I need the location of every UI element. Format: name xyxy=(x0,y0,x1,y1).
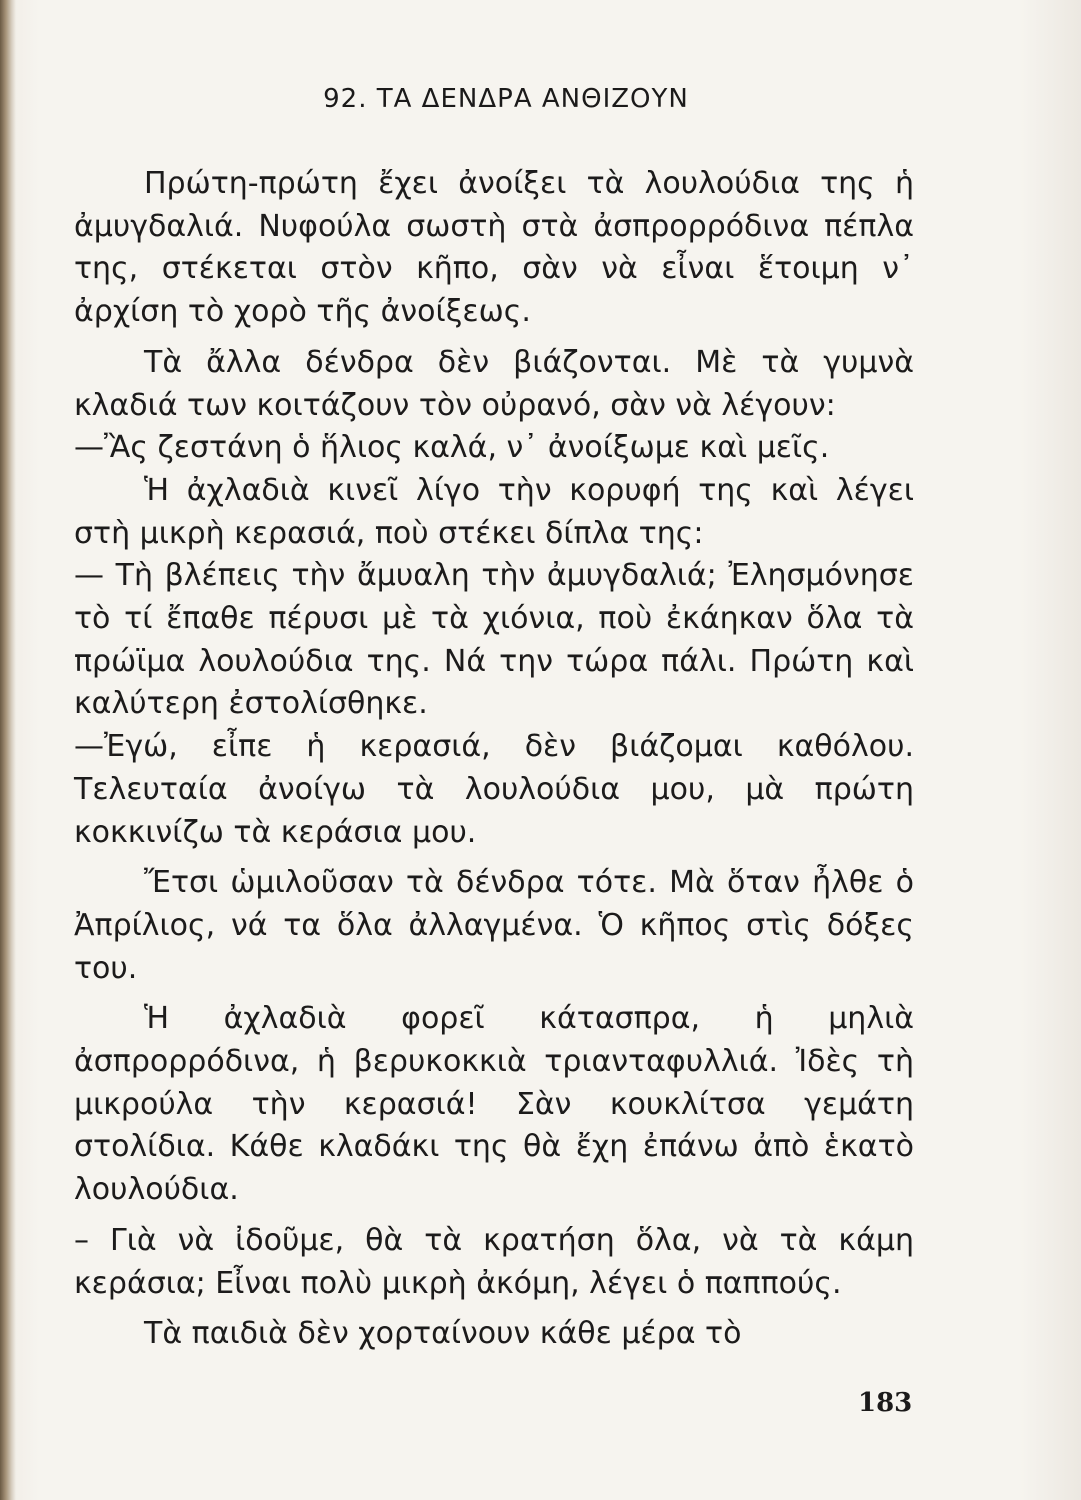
paragraph-1: Πρώτη-πρώτη ἔχει ἀνοίξει τὰ λουλούδια της ἡ ἀμυγδαλιά. Νυφούλα σωστὴ στὰ ἀσπρορρόδινα πέπλα της, στέκεται στὸν κῆπο, σὰν νὰ εἶναι ἕτοιμη ν᾽ ἀρχίση τὸ χορὸ τῆς ἀνοίξεως. xyxy=(74,166,914,330)
page-number: 183 xyxy=(858,1388,913,1418)
paragraph-9: – Γιὰ νὰ ἰδοῦμε, θὰ τὰ κρατήση ὅλα, νὰ τὰ κάμη κεράσια; Εἶναι πολὺ μικρὴ ἀκόμη, λέγει ὁ παππούς. xyxy=(74,1222,914,1301)
chapter-body xyxy=(74,163,914,1356)
paragraph-7: Ἔτσι ὡμιλοῦσαν τὰ δένδρα τότε. Μὰ ὅταν ἦλθε ὁ Ἀπρίλιος, νά τα ὅλα ἀλλαγμένα. Ὁ κῆπος στὶς δόξες του. xyxy=(74,865,914,986)
paragraph-8: Ἡ ἀχλαδιὰ φορεῖ κάτασπρα, ἡ μηλιὰ ἀσπρορρόδινα, ἡ βερυκοκκιὰ τριανταφυλλιά. Ἰδὲς τὴ μικρούλα τὴν κερασιά! Σὰν κουκλίτσα γεμάτη στολίδια. Κάθε κλαδάκι της θὰ ἔχη ἐπάνω ἀπὸ ἑκατὸ λουλούδια. xyxy=(74,1001,914,1208)
paragraph-5: — Τὴ βλέπεις τὴν ἄμυαλη τὴν ἀμυγδαλιά; Ἐλησμόνησε τὸ τί ἔπαθε πέρυσι μὲ τὰ χιόνια, ποὺ ἐκάηκαν ὅλα τὰ πρώϊμα λουλούδια της. Νά την τώρα πάλι. Πρώτη καὶ καλύτερη ἐστολίσθηκε. xyxy=(74,558,914,722)
chapter-title: 92. ΤΑ ΔΕΝΔΡΑ ΑΝΘΙΖΟΥΝ xyxy=(323,84,689,114)
paragraph-2: Τὰ ἄλλα δένδρα δὲν βιάζονται. Μὲ τὰ γυμνὰ κλαδιά των κοιτάζουν τὸν οὐρανό, σὰν νὰ λέγουν: xyxy=(74,344,914,423)
paragraph-10: Τὰ παιδιὰ δὲν χορταίνουν κάθε μέρα τὸ xyxy=(144,1316,742,1352)
paragraph-6: —Ἐγώ, εἶπε ἡ κερασιά, δὲν βιάζομαι καθόλου. Τελευταία ἀνοίγω τὰ λουλούδια μου, μὰ πρώτη κοκκινίζω τὰ κεράσια μου. xyxy=(74,729,914,850)
page-binding-edge xyxy=(0,0,16,1500)
paragraph-4: Ἡ ἀχλαδιὰ κινεῖ λίγο τὴν κορυφή της καὶ λέγει στὴ μικρὴ κερασιά, ποὺ στέκει δίπλα της: xyxy=(74,472,914,551)
paragraph-3: —Ἂς ζεστάνη ὁ ἥλιος καλά, ν᾽ ἀνοίξωμε καὶ μεῖς. xyxy=(74,430,830,466)
